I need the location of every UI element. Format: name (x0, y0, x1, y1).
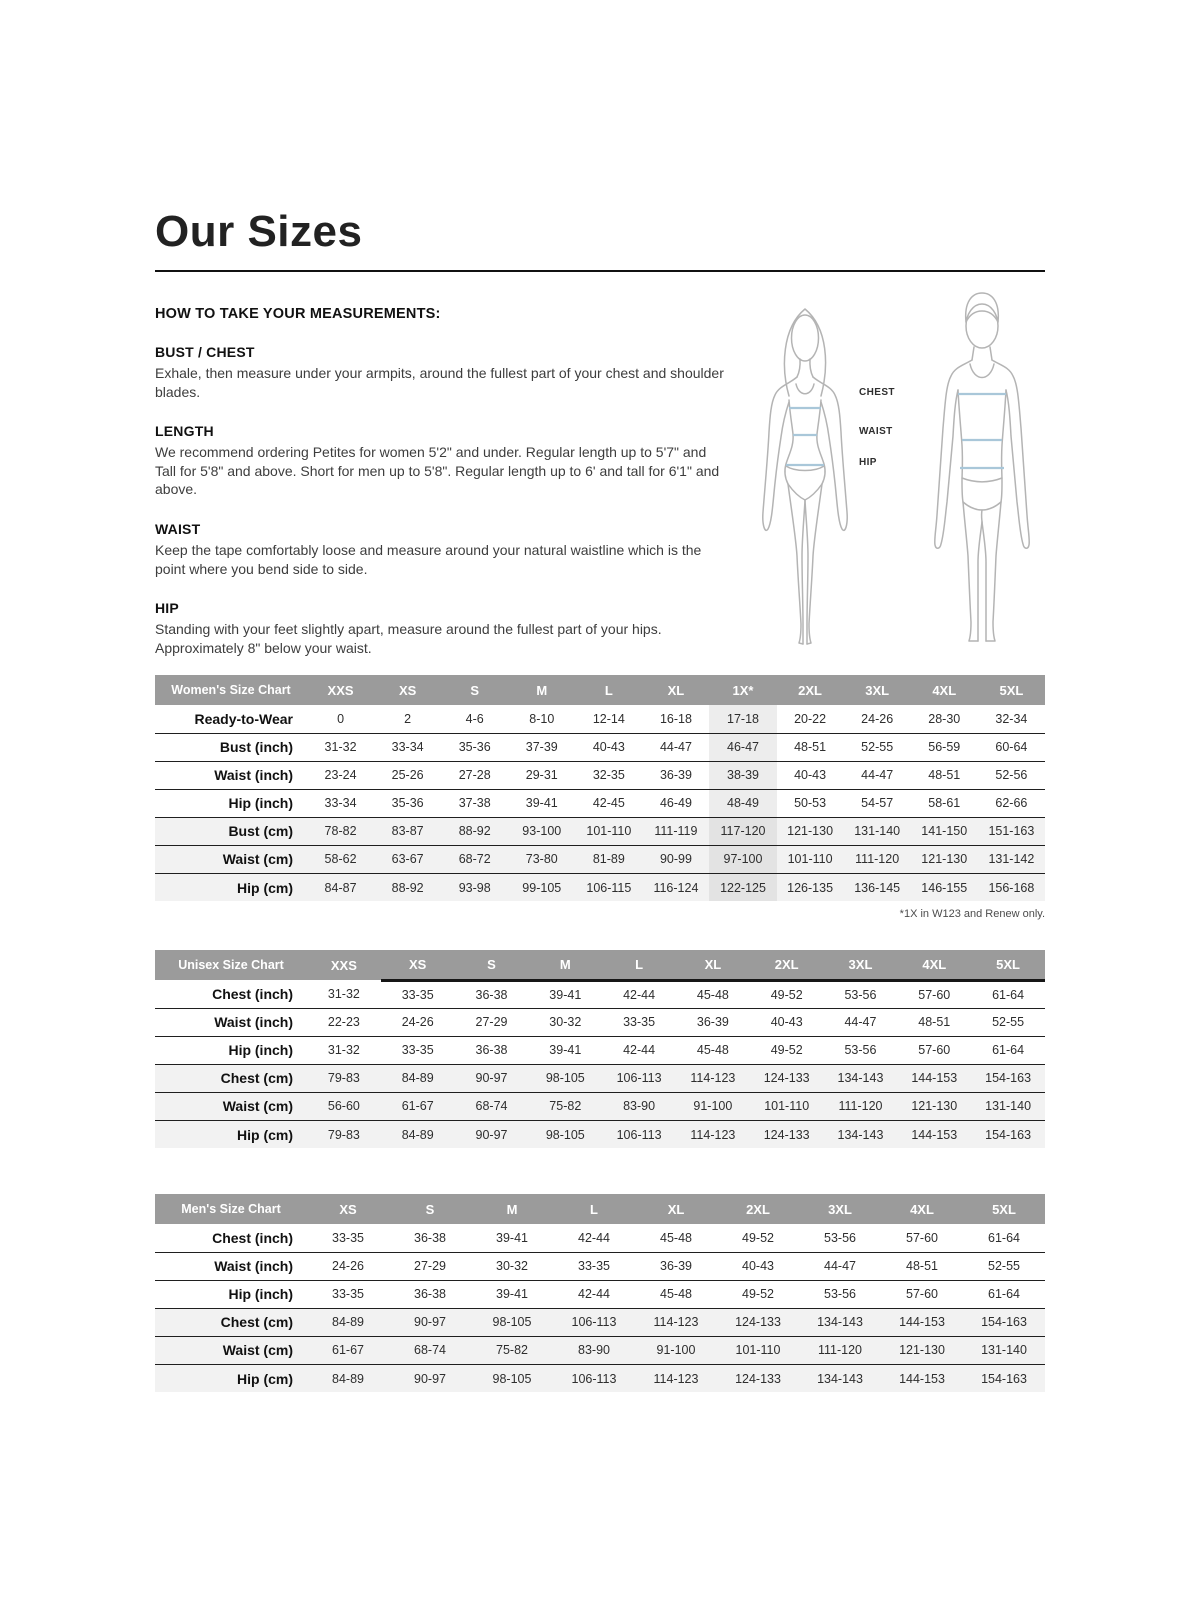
table-row (155, 789, 1045, 817)
size-cell: 78-82 (324, 824, 357, 839)
size-cell: 98-105 (492, 1371, 532, 1386)
size-column-header: 4XL (897, 950, 971, 980)
row-label: Chest (cm) (220, 1314, 293, 1331)
size-column-header: XL (642, 675, 709, 705)
size-cell: 131-140 (981, 1343, 1027, 1358)
size-column-header: L (602, 950, 676, 980)
size-cell: 49-52 (742, 1287, 774, 1302)
size-cell: 144-153 (899, 1371, 945, 1386)
row-label: Waist (inch) (214, 767, 293, 784)
size-cell: 30-32 (496, 1259, 528, 1274)
size-column-header: XXS (307, 950, 381, 980)
section-body: Standing with your feet slightly apart, measure around the fullest part of your hips. Approximately 8" below your waist. (155, 621, 662, 656)
size-cell: 101-110 (764, 1099, 810, 1114)
size-cell: 33-35 (578, 1259, 610, 1274)
section-waist (155, 521, 727, 578)
size-cell: 154-163 (985, 1127, 1032, 1142)
size-column-header: L (575, 675, 642, 705)
size-cell: 63-67 (391, 852, 424, 867)
measurement-figures (741, 290, 1045, 644)
instructions-heading: HOW TO TAKE YOUR MEASUREMENTS: (155, 306, 441, 322)
section-heading: LENGTH (155, 423, 214, 440)
table-row (155, 980, 1045, 1008)
size-cell: 25-26 (391, 768, 424, 783)
size-cell: 17-18 (709, 705, 776, 733)
size-cell: 49-52 (770, 1043, 803, 1058)
chest-label: CHEST (859, 387, 895, 398)
size-cell: 29-31 (525, 768, 558, 783)
size-cell: 141-150 (921, 824, 968, 839)
size-cell: 79-83 (327, 1071, 360, 1086)
size-cell: 20-22 (794, 712, 827, 727)
size-cell: 45-48 (696, 1043, 729, 1058)
size-cell: 24-26 (401, 1015, 434, 1030)
size-column-header: 3XL (799, 1194, 881, 1224)
row-label: Chest (cm) (220, 1070, 293, 1087)
size-cell: 131-140 (985, 1099, 1032, 1114)
size-cell: 45-48 (696, 987, 729, 1002)
size-cell: 24-26 (332, 1259, 364, 1274)
size-cell: 33-35 (332, 1231, 364, 1246)
size-cell: 53-56 (844, 1043, 877, 1058)
row-label: Ready-to-Wear (194, 711, 293, 728)
size-cell: 27-29 (414, 1259, 446, 1274)
man-figure-illustration (920, 290, 1045, 642)
size-cell: 144-153 (911, 1071, 958, 1086)
size-cell: 45-48 (660, 1231, 692, 1246)
size-cell: 16-18 (659, 712, 692, 727)
size-column-header: XS (307, 1194, 389, 1224)
size-cell: 32-34 (995, 712, 1028, 727)
size-cell: 88-92 (458, 824, 491, 839)
row-label: Waist (inch) (214, 1258, 293, 1275)
size-cell: 79-83 (327, 1127, 360, 1142)
size-cell: 40-43 (794, 768, 827, 783)
size-cell: 114-123 (690, 1127, 736, 1142)
size-cell: 101-110 (586, 824, 632, 839)
size-cell: 36-38 (414, 1231, 446, 1246)
table-row (155, 761, 1045, 789)
size-cell: 121-130 (787, 824, 834, 839)
size-cell: 33-35 (623, 1015, 656, 1030)
size-cell: 101-110 (787, 852, 833, 867)
size-cell: 53-56 (844, 987, 877, 1002)
size-cell: 61-67 (401, 1099, 434, 1114)
size-cell: 84-89 (401, 1127, 434, 1142)
size-cell: 58-62 (324, 852, 357, 867)
size-cell: 23-24 (324, 768, 357, 783)
size-cell: 61-67 (332, 1343, 364, 1358)
size-column-header: L (553, 1194, 635, 1224)
size-cell: 61-64 (992, 1043, 1025, 1058)
size-cell: 131-140 (854, 824, 901, 839)
size-cell: 56-60 (327, 1099, 360, 1114)
size-column-header: S (389, 1194, 471, 1224)
table-row (155, 1364, 1045, 1392)
section-body: Exhale, then measure under your armpits, around the fullest part of your chest and shoulder blades. (155, 365, 724, 400)
size-cell: 36-38 (475, 987, 508, 1002)
size-cell: 32-35 (592, 768, 625, 783)
size-cell: 134-143 (817, 1371, 863, 1386)
size-column-header: 5XL (978, 675, 1045, 705)
row-label: Hip (inch) (228, 1042, 293, 1059)
size-cell: 48-51 (906, 1259, 938, 1274)
size-cell: 0 (337, 712, 345, 727)
size-cell: 75-82 (549, 1099, 582, 1114)
size-column-header: XXS (307, 675, 374, 705)
section-body: Keep the tape comfortably loose and measure around your natural waistline which is the point where you bend side to side. (155, 542, 702, 577)
row-label: Waist (cm) (222, 1342, 293, 1359)
size-cell: 98-105 (545, 1071, 585, 1086)
size-cell: 33-34 (324, 796, 357, 811)
size-cell: 83-90 (578, 1343, 610, 1358)
row-label: Waist (cm) (222, 1098, 293, 1115)
size-cell: 126-135 (787, 880, 834, 895)
row-label: Waist (cm) (222, 851, 293, 868)
size-cell: 36-38 (414, 1287, 446, 1302)
size-cell: 33-35 (401, 987, 434, 1002)
size-cell: 50-53 (794, 796, 827, 811)
section-hip (155, 600, 727, 657)
size-cell: 111-120 (855, 852, 900, 867)
size-cell: 93-98 (458, 880, 491, 895)
size-column-header: XS (381, 950, 455, 980)
size-cell: 57-60 (906, 1287, 938, 1302)
size-cell: 58-61 (928, 796, 961, 811)
size-column-header: 2XL (777, 675, 844, 705)
size-column-header: M (508, 675, 575, 705)
size-cell: 117-120 (709, 817, 776, 845)
size-cell: 90-97 (475, 1127, 508, 1142)
size-cell: 8-10 (529, 712, 555, 727)
size-cell: 99-105 (522, 880, 562, 895)
mens-size-chart-table (155, 1194, 1045, 1392)
size-cell: 124-133 (763, 1071, 810, 1086)
size-cell: 39-41 (549, 1043, 582, 1058)
table-row (155, 733, 1045, 761)
size-cell: 44-47 (844, 1015, 877, 1030)
size-column-header: S (441, 675, 508, 705)
size-cell: 40-43 (592, 740, 625, 755)
size-column-header: M (471, 1194, 553, 1224)
size-cell: 62-66 (995, 796, 1028, 811)
row-label: Hip (cm) (237, 1126, 293, 1143)
size-cell: 136-145 (854, 880, 901, 895)
size-cell: 84-89 (332, 1371, 364, 1386)
row-label: Hip (inch) (228, 1286, 293, 1303)
size-cell: 36-39 (660, 1259, 692, 1274)
size-cell: 39-41 (496, 1287, 528, 1302)
size-cell: 36-38 (475, 1043, 508, 1058)
size-cell: 134-143 (837, 1127, 884, 1142)
size-cell: 122-125 (709, 873, 776, 901)
unisex-size-chart-section (155, 950, 1045, 1148)
table-row (155, 1280, 1045, 1308)
size-cell: 116-124 (653, 880, 699, 895)
size-cell: 49-52 (770, 987, 803, 1002)
section-body: We recommend ordering Petites for women 5'2" and under. Regular length up to 5'7" and Tall for 5'8" and above. Short for men up to 5'8". Regular length up to 6' and tall for 6'1" and above. (155, 444, 720, 498)
chart-title-cell: Men's Size Chart (155, 1194, 307, 1224)
size-cell: 36-39 (659, 768, 692, 783)
size-cell: 114-123 (690, 1071, 736, 1086)
size-cell: 48-49 (709, 789, 776, 817)
unisex-size-chart-table (155, 950, 1045, 1148)
measurement-instructions (155, 306, 727, 657)
table-row (155, 1064, 1045, 1092)
size-cell: 53-56 (824, 1287, 856, 1302)
row-label: Chest (inch) (212, 986, 293, 1003)
size-cell: 106-113 (616, 1127, 662, 1142)
table-row (155, 817, 1045, 845)
size-column-header: XL (635, 1194, 717, 1224)
size-cell: 44-47 (659, 740, 692, 755)
title-divider (155, 270, 1045, 272)
section-length (155, 423, 727, 499)
size-cell: 156-168 (988, 880, 1035, 895)
size-cell: 33-34 (391, 740, 424, 755)
size-cell: 4-6 (465, 712, 484, 727)
row-label: Hip (inch) (228, 795, 293, 812)
size-cell: 84-89 (401, 1071, 434, 1086)
size-cell: 134-143 (817, 1315, 863, 1330)
size-chart-footnote: *1X in W123 and Renew only. (899, 908, 1045, 921)
size-column-header: 4XL (911, 675, 978, 705)
size-cell: 111-120 (817, 1343, 863, 1358)
table-row (155, 1308, 1045, 1336)
size-cell: 134-143 (837, 1071, 884, 1086)
size-cell: 44-47 (861, 768, 894, 783)
row-label: Bust (inch) (219, 739, 293, 756)
size-cell: 39-41 (496, 1231, 528, 1246)
size-column-header: 2XL (750, 950, 824, 980)
size-cell: 24-26 (861, 712, 894, 727)
womens-size-chart-section (155, 675, 1045, 920)
row-label: Waist (inch) (214, 1014, 293, 1031)
size-cell: 114-123 (653, 1315, 699, 1330)
size-cell: 81-89 (592, 852, 625, 867)
size-cell: 154-163 (981, 1315, 1027, 1330)
size-column-header: 1X* (709, 675, 776, 705)
size-cell: 111-119 (654, 824, 698, 839)
row-label: Hip (cm) (237, 879, 293, 896)
table-row (155, 705, 1045, 733)
size-cell: 38-39 (709, 761, 776, 789)
size-cell: 28-30 (928, 712, 961, 727)
size-cell: 114-123 (653, 1371, 699, 1386)
size-cell: 57-60 (918, 987, 951, 1002)
size-cell: 42-44 (578, 1231, 610, 1246)
size-cell: 97-100 (709, 845, 776, 873)
section-heading: BUST / CHEST (155, 344, 255, 360)
size-cell: 68-72 (458, 852, 491, 867)
size-cell: 83-90 (623, 1099, 656, 1114)
size-cell: 31-32 (324, 740, 357, 755)
page-title: Our Sizes (155, 207, 363, 256)
size-cell: 48-51 (918, 1015, 951, 1030)
size-cell: 37-39 (525, 740, 558, 755)
size-cell: 33-35 (401, 1043, 434, 1058)
size-cell: 52-55 (861, 740, 894, 755)
size-cell: 91-100 (656, 1343, 696, 1358)
row-label: Bust (cm) (228, 823, 293, 840)
size-cell: 37-38 (458, 796, 491, 811)
size-cell: 46-49 (659, 796, 692, 811)
size-cell: 131-142 (988, 852, 1035, 867)
size-cell: 42-44 (623, 1043, 656, 1058)
size-cell: 98-105 (492, 1315, 532, 1330)
size-cell: 39-41 (549, 987, 582, 1002)
size-cell: 42-44 (578, 1287, 610, 1302)
size-cell: 60-64 (995, 740, 1028, 755)
size-cell: 48-51 (794, 740, 827, 755)
size-column-header: XL (676, 950, 750, 980)
size-cell: 49-52 (742, 1231, 774, 1246)
measurement-intro (155, 306, 1045, 657)
size-cell: 54-57 (861, 796, 894, 811)
table-row (155, 1252, 1045, 1280)
size-cell: 90-97 (475, 1071, 508, 1086)
size-cell: 68-74 (414, 1343, 446, 1358)
table-row (155, 1036, 1045, 1064)
size-cell: 52-56 (995, 768, 1028, 783)
size-cell: 101-110 (735, 1343, 781, 1358)
size-cell: 2 (404, 712, 412, 727)
size-column-header: 5XL (971, 950, 1045, 980)
table-row (155, 1008, 1045, 1036)
table-row (155, 1120, 1045, 1148)
size-column-header: 5XL (963, 1194, 1045, 1224)
row-label: Chest (inch) (212, 1230, 293, 1247)
hip-label: HIP (859, 457, 877, 468)
size-cell: 146-155 (921, 880, 968, 895)
womens-size-chart-table (155, 675, 1045, 901)
size-cell: 144-153 (911, 1127, 958, 1142)
size-cell: 31-32 (327, 1043, 360, 1058)
woman-figure-illustration (755, 294, 855, 646)
size-cell: 40-43 (742, 1259, 774, 1274)
size-cell: 73-80 (525, 852, 558, 867)
size-cell: 68-74 (475, 1099, 508, 1114)
size-cell: 98-105 (545, 1127, 585, 1142)
size-cell: 106-115 (586, 880, 632, 895)
table-row (155, 873, 1045, 901)
row-label: Hip (cm) (237, 1370, 293, 1387)
size-cell: 124-133 (735, 1315, 781, 1330)
size-cell: 56-59 (928, 740, 961, 755)
size-cell: 61-64 (992, 987, 1025, 1002)
size-column-header: 2XL (717, 1194, 799, 1224)
size-cell: 61-64 (988, 1231, 1020, 1246)
size-column-header: 3XL (824, 950, 898, 980)
size-cell: 36-39 (696, 1015, 729, 1030)
table-row (155, 1336, 1045, 1364)
size-cell: 35-36 (458, 740, 491, 755)
size-column-header: XS (374, 675, 441, 705)
size-cell: 106-113 (616, 1071, 662, 1086)
size-cell: 33-35 (332, 1287, 364, 1302)
size-column-header: M (528, 950, 602, 980)
section-heading: WAIST (155, 521, 201, 538)
chart-title-cell: Women's Size Chart (155, 675, 307, 705)
size-cell: 12-14 (592, 712, 625, 727)
table-row (155, 1224, 1045, 1252)
size-cell: 124-133 (763, 1127, 810, 1142)
size-cell: 57-60 (906, 1231, 938, 1246)
size-cell: 84-89 (332, 1315, 364, 1330)
size-cell: 121-130 (921, 852, 968, 867)
size-cell: 27-28 (458, 768, 491, 783)
size-cell: 48-51 (928, 768, 961, 783)
size-cell: 52-55 (992, 1015, 1025, 1030)
size-cell: 121-130 (911, 1099, 958, 1114)
size-cell: 57-60 (918, 1043, 951, 1058)
size-cell: 106-113 (571, 1315, 617, 1330)
size-cell: 121-130 (899, 1343, 945, 1358)
size-cell: 93-100 (522, 824, 562, 839)
size-cell: 31-32 (327, 987, 360, 1002)
size-cell: 30-32 (549, 1015, 582, 1030)
size-cell: 42-44 (623, 987, 656, 1002)
size-cell: 154-163 (981, 1371, 1027, 1386)
waist-label: WAIST (859, 426, 893, 437)
size-cell: 45-48 (660, 1287, 692, 1302)
size-cell: 35-36 (391, 796, 424, 811)
mens-size-chart-section (155, 1194, 1045, 1392)
size-cell: 111-120 (838, 1099, 883, 1114)
table-row (155, 1092, 1045, 1120)
table-row (155, 845, 1045, 873)
size-column-header: 4XL (881, 1194, 963, 1224)
size-cell: 90-97 (414, 1371, 446, 1386)
size-cell: 83-87 (391, 824, 424, 839)
chart-title-cell: Unisex Size Chart (155, 950, 307, 980)
size-cell: 88-92 (391, 880, 424, 895)
size-cell: 46-47 (709, 733, 776, 761)
size-cell: 154-163 (985, 1071, 1032, 1086)
size-cell: 90-99 (659, 852, 692, 867)
size-cell: 44-47 (824, 1259, 856, 1274)
size-cell: 84-87 (324, 880, 357, 895)
size-cell: 27-29 (475, 1015, 508, 1030)
size-cell: 22-23 (327, 1015, 360, 1030)
size-cell: 106-113 (571, 1371, 617, 1386)
size-cell: 42-45 (592, 796, 625, 811)
size-cell: 144-153 (899, 1315, 945, 1330)
size-cell: 39-41 (525, 796, 558, 811)
size-cell: 90-97 (414, 1315, 446, 1330)
size-cell: 124-133 (735, 1371, 781, 1386)
size-cell: 151-163 (988, 824, 1035, 839)
section-bust-chest (155, 344, 727, 401)
size-cell: 52-55 (988, 1259, 1020, 1274)
size-cell: 40-43 (770, 1015, 803, 1030)
size-cell: 61-64 (988, 1287, 1020, 1302)
size-column-header: S (455, 950, 529, 980)
size-cell: 75-82 (496, 1343, 528, 1358)
size-column-header: 3XL (844, 675, 911, 705)
section-heading: HIP (155, 600, 179, 617)
size-cell: 53-56 (824, 1231, 856, 1246)
size-cell: 91-100 (693, 1099, 733, 1114)
